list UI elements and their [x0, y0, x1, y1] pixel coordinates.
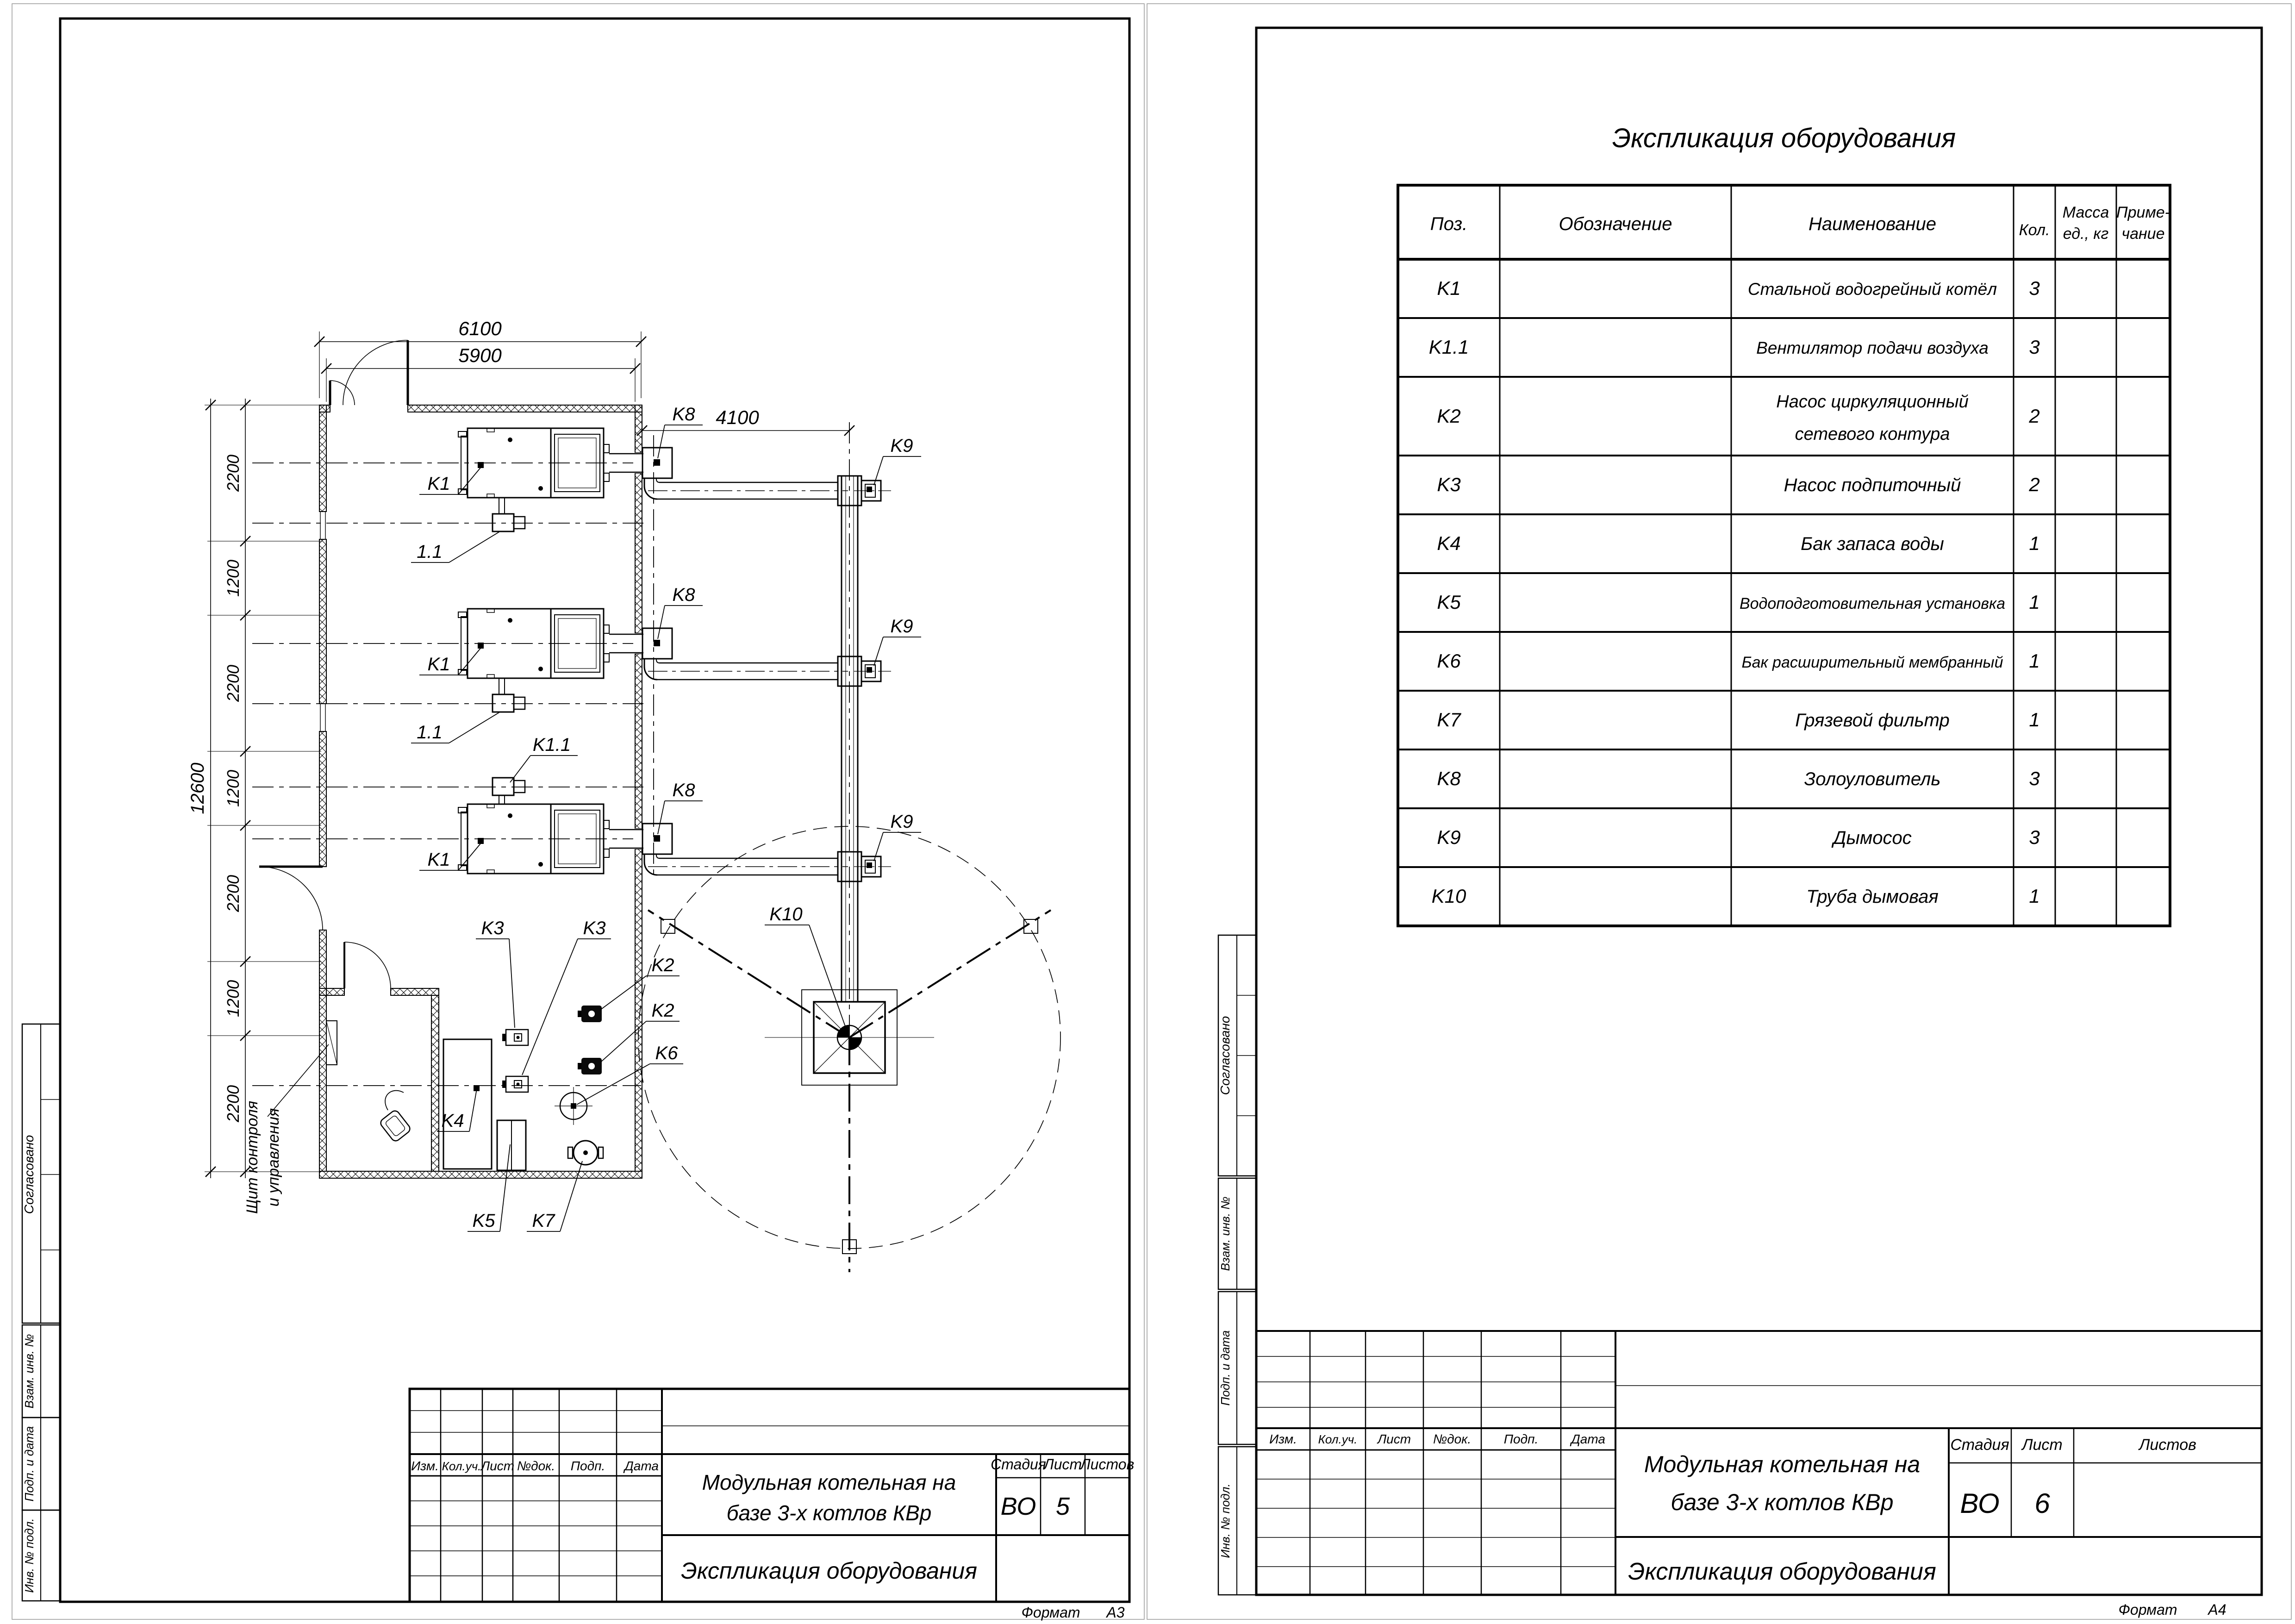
format-value: А4 — [2208, 1601, 2226, 1618]
row-qty: 1 — [2029, 885, 2040, 907]
stamp-podp: Подп. и дата — [1218, 1330, 1232, 1406]
project-title-2: базе 3-х котлов КВр — [726, 1501, 932, 1525]
row-name: Вентилятор подачи воздуха — [1756, 338, 1989, 357]
dim-chain-7: 2200 — [224, 1085, 243, 1123]
rev-izm: Изм. — [411, 1459, 439, 1473]
chimney-label: K10 — [769, 904, 803, 924]
stage-label: Стадия — [991, 1456, 1046, 1473]
dim-chain-6: 1200 — [224, 980, 243, 1018]
doc-title: Экспликация оборудования — [1628, 1558, 1936, 1585]
sheets-label: Листов — [2139, 1436, 2196, 1454]
unit-k5-label: K5 — [472, 1211, 495, 1231]
project-title-1: Модульная котельная на — [702, 1470, 956, 1494]
row-qty: 1 — [2029, 709, 2040, 731]
dim-6100: 6100 — [458, 318, 502, 339]
rev-data: Дата — [624, 1459, 659, 1473]
col-pos: Поз. — [1430, 214, 1468, 234]
dim-5900: 5900 — [458, 344, 502, 366]
row-name: Бак расширительный мембранный — [1741, 654, 2003, 671]
row-name: Насос циркуляционный — [1776, 392, 1969, 412]
row-qty: 2 — [2029, 474, 2040, 495]
rev-list: Лист — [1377, 1432, 1411, 1446]
row-qty: 2 — [2029, 405, 2040, 427]
sheet-a4 — [1147, 4, 2291, 1619]
stage-label: Стадия — [1950, 1436, 2009, 1454]
row-name: Золоуловитель — [1804, 769, 1941, 789]
panel-label-2: и управления — [265, 1108, 282, 1207]
table-title: Экспликация оборудования — [1612, 123, 1956, 153]
format-label: Формат — [2118, 1601, 2177, 1618]
row-qty: 3 — [2029, 768, 2040, 789]
sheets-label: Листов — [1080, 1456, 1135, 1473]
dim-chain-3: 2200 — [224, 664, 243, 702]
fan-k11-label: K1.1 — [532, 735, 571, 755]
row-name: Бак запаса воды — [1801, 534, 1944, 554]
project-title-1: Модульная котельная на — [1644, 1451, 1921, 1477]
row-qty: 1 — [2029, 650, 2040, 672]
sheet-label: Лист — [1043, 1456, 1082, 1473]
rev-ndok: №док. — [517, 1459, 555, 1473]
row-pos: K10 — [1431, 885, 1466, 907]
rev-data: Дата — [1571, 1432, 1605, 1446]
row-name: Насос подпиточный — [1784, 475, 1961, 495]
row-pos: K7 — [1437, 709, 1461, 731]
row-name-2: сетевого контура — [1795, 425, 1950, 444]
stamp-soglasovano: Согласовано — [1218, 1016, 1232, 1095]
col-mass-2: ед., кг — [2063, 225, 2109, 243]
sheet-a3 — [12, 4, 1144, 1619]
col-mass-1: Масса — [2062, 204, 2109, 221]
row-name: Стальной водогрейный котёл — [1747, 280, 1997, 299]
row-name: Дымосос — [1833, 828, 1912, 848]
row-pos: K8 — [1437, 768, 1461, 789]
row-pos: K9 — [1437, 826, 1461, 848]
row-pos: K4 — [1437, 532, 1461, 554]
rev-podp: Подп. — [570, 1459, 605, 1473]
filter-k7-label: K7 — [532, 1211, 555, 1231]
col-designation: Обозначение — [1559, 214, 1672, 234]
pump-k2-label: K2 — [651, 1000, 674, 1021]
stamp-vzam: Взам. инв. № — [22, 1334, 36, 1409]
row-qty: 1 — [2029, 532, 2040, 554]
stamp-inv: Инв. № подл. — [1218, 1483, 1232, 1558]
format-value: А3 — [1106, 1604, 1125, 1621]
row-name: Водоподготовительная установка — [1739, 595, 2006, 612]
row-pos: K6 — [1437, 650, 1461, 672]
row-qty: 1 — [2029, 591, 2040, 613]
col-note-2: чание — [2121, 225, 2165, 243]
dim-chain-4: 1200 — [224, 769, 243, 807]
dim-4100: 4100 — [716, 406, 759, 428]
col-qty: Кол. — [2019, 221, 2050, 239]
doc-title: Экспликация оборудования — [681, 1558, 977, 1584]
row-pos: K2 — [1437, 405, 1461, 427]
rev-koluch: Кол.уч. — [1318, 1432, 1358, 1446]
dim-chain-2: 1200 — [224, 559, 243, 597]
row-pos: K5 — [1437, 591, 1461, 613]
tank-k4-label: K4 — [441, 1111, 464, 1131]
sheet-number: 6 — [2034, 1488, 2050, 1519]
project-title-2: базе 3-х котлов КВр — [1671, 1489, 1894, 1515]
pump-k2-label: K2 — [651, 955, 674, 975]
rev-izm: Изм. — [1269, 1432, 1297, 1446]
row-qty: 3 — [2029, 336, 2040, 358]
col-name: Наименование — [1808, 214, 1937, 234]
stage-value: ВО — [1000, 1493, 1036, 1520]
stamp-vzam: Взам. инв. № — [1218, 1196, 1232, 1271]
row-name: Труба дымовая — [1806, 887, 1939, 907]
format-label: Формат — [1021, 1604, 1080, 1621]
row-pos: K1.1 — [1428, 336, 1469, 358]
row-qty: 3 — [2029, 826, 2040, 848]
dim-chain-5: 2200 — [224, 874, 243, 912]
row-name: Грязевой фильтр — [1795, 710, 1950, 731]
sheet-label: Лист — [2022, 1436, 2063, 1454]
pump-k3-label: K3 — [583, 918, 606, 938]
row-pos: K3 — [1437, 474, 1461, 495]
rev-podp: Подп. — [1503, 1432, 1539, 1446]
rev-list: Лист — [480, 1459, 515, 1473]
pump-k3-label: K3 — [481, 918, 504, 938]
stamp-inv: Инв. № подл. — [22, 1518, 36, 1593]
sheet-number: 5 — [1055, 1493, 1070, 1520]
stage-value: ВО — [1960, 1488, 2000, 1519]
dim-chain-1: 2200 — [224, 454, 243, 492]
col-note-1: Приме- — [2116, 204, 2170, 221]
stamp-soglasovano: Согласовано — [22, 1135, 36, 1214]
rev-koluch: Кол.уч. — [442, 1459, 481, 1473]
dim-12600: 12600 — [187, 762, 208, 814]
rev-ndok: №док. — [1433, 1432, 1472, 1446]
stamp-podp: Подп. и дата — [22, 1426, 36, 1502]
tank-k6-label: K6 — [655, 1043, 678, 1063]
row-qty: 3 — [2029, 277, 2040, 299]
row-pos: K1 — [1437, 277, 1461, 299]
panel-label-1: Щит контроля — [243, 1100, 261, 1214]
